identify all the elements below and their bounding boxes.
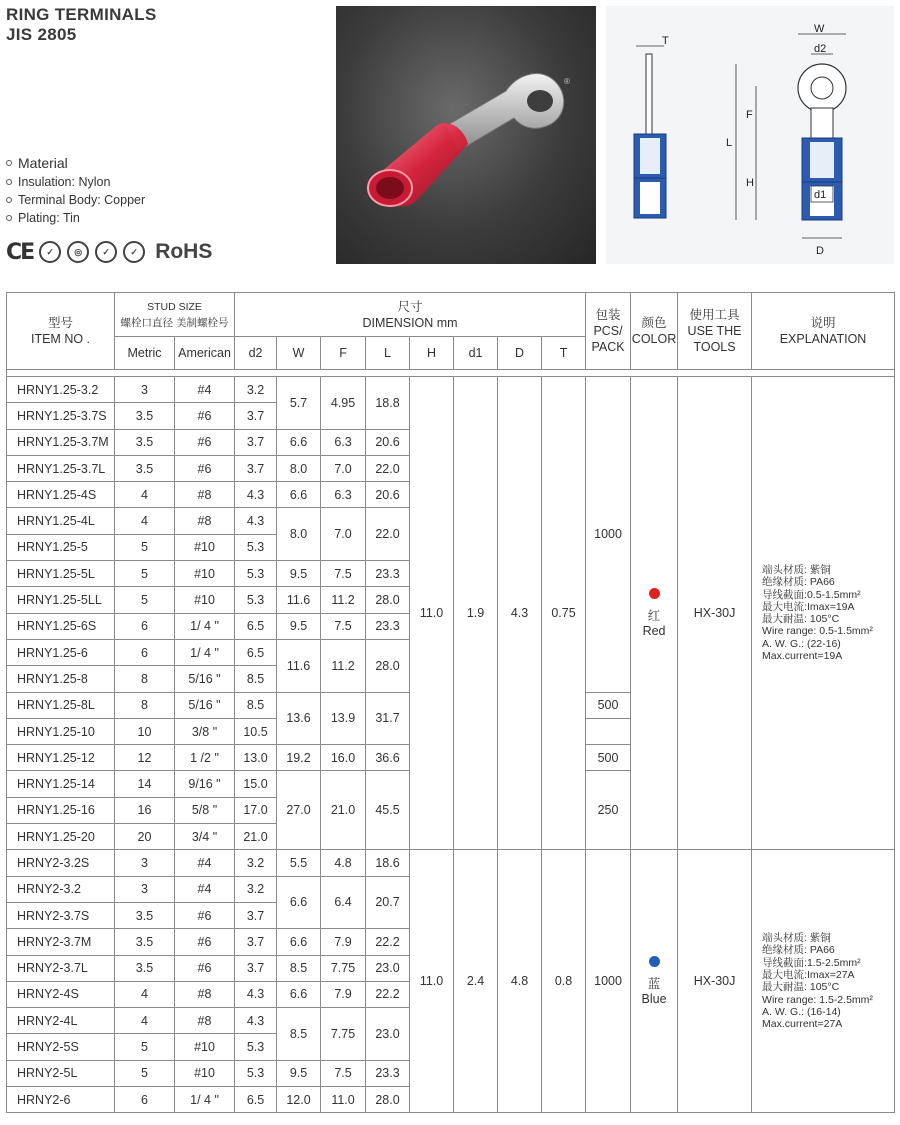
material-plating: Plating: Tin bbox=[18, 211, 80, 225]
table-cell: 5 bbox=[115, 1034, 175, 1060]
bullet-icon bbox=[6, 179, 12, 185]
table-cell: 21.0 bbox=[235, 824, 277, 850]
table-cell: #6 bbox=[175, 403, 235, 429]
g1-color: 红 Red bbox=[631, 377, 678, 850]
table-cell: 8 bbox=[115, 692, 175, 718]
table-cell: 7.75 bbox=[321, 1008, 366, 1061]
table-cell: 3 bbox=[115, 850, 175, 876]
table-cell: 3.2 bbox=[235, 377, 277, 403]
header-item: 型号 ITEM NO . bbox=[7, 293, 115, 370]
table-cell: 5 bbox=[115, 587, 175, 613]
header-d1: d1 bbox=[454, 337, 498, 370]
table-cell: 1/ 4 " bbox=[175, 639, 235, 665]
cqc-cert-icon: ◎ bbox=[67, 241, 89, 263]
table-cell: 1 /2 " bbox=[175, 745, 235, 771]
material-heading: Material bbox=[18, 155, 68, 171]
table-cell: 12 bbox=[115, 745, 175, 771]
header-tools: 使用工具 USE THE TOOLS bbox=[678, 293, 752, 370]
material-list bbox=[6, 154, 145, 227]
table-cell: 19.2 bbox=[277, 745, 321, 771]
table-cell: 1/ 4 " bbox=[175, 613, 235, 639]
table-cell: 8.5 bbox=[235, 666, 277, 692]
material-insulation: Insulation: Nylon bbox=[18, 175, 111, 189]
table-cell: 5 bbox=[115, 1060, 175, 1086]
table-cell: 15.0 bbox=[235, 771, 277, 797]
rohs-mark: RoHS bbox=[155, 240, 213, 263]
label-T: T bbox=[662, 35, 669, 47]
table-cell: 6.3 bbox=[321, 429, 366, 455]
table-cell: 7.5 bbox=[321, 613, 366, 639]
table-cell: #10 bbox=[175, 1034, 235, 1060]
table-cell: 45.5 bbox=[366, 771, 410, 850]
table-cell: 18.8 bbox=[366, 377, 410, 430]
table-cell: 3.2 bbox=[235, 876, 277, 902]
table-cell: 23.0 bbox=[366, 955, 410, 981]
title-line-1: RING TERMINALS bbox=[6, 5, 157, 24]
table-cell: 5.3 bbox=[235, 561, 277, 587]
table-cell: 6 bbox=[115, 1087, 175, 1113]
table-cell: HRNY1.25-14 bbox=[7, 771, 115, 797]
g1-pack-1: 500 bbox=[586, 692, 631, 718]
table-cell: #6 bbox=[175, 429, 235, 455]
g2-D: 4.8 bbox=[498, 850, 542, 1113]
table-cell: 6.5 bbox=[235, 1087, 277, 1113]
table-cell: HRNY1.25-8L bbox=[7, 692, 115, 718]
table-cell: 3.7 bbox=[235, 902, 277, 928]
table-cell: 9/16 " bbox=[175, 771, 235, 797]
table-cell: 5.3 bbox=[235, 587, 277, 613]
table-cell: HRNY1.25-6S bbox=[7, 613, 115, 639]
table-cell: 8.5 bbox=[235, 692, 277, 718]
table-cell: #8 bbox=[175, 1008, 235, 1034]
table-cell: 6.6 bbox=[277, 981, 321, 1007]
table-cell: HRNY1.25-3.2 bbox=[7, 377, 115, 403]
header-pack: 包装 PCS/ PACK bbox=[586, 293, 631, 370]
table-cell: 16.0 bbox=[321, 745, 366, 771]
header-H: H bbox=[410, 337, 454, 370]
bullet-icon bbox=[6, 160, 12, 166]
g2-T: 0.8 bbox=[542, 850, 586, 1113]
table-cell: 5.3 bbox=[235, 1060, 277, 1086]
certifications bbox=[6, 238, 212, 266]
table-cell bbox=[586, 718, 631, 744]
bullet-icon bbox=[6, 197, 12, 203]
header-color: 颜色 COLOR bbox=[631, 293, 678, 370]
table-cell: 6 bbox=[115, 613, 175, 639]
table-cell: 21.0 bbox=[321, 771, 366, 850]
table-cell: 11.2 bbox=[321, 639, 366, 692]
ce-mark-icon: CE bbox=[6, 239, 34, 265]
table-cell: 22.0 bbox=[366, 508, 410, 561]
table-cell: 10 bbox=[115, 718, 175, 744]
table-cell: 28.0 bbox=[366, 587, 410, 613]
table-cell: 5 bbox=[115, 561, 175, 587]
table-cell: HRNY2-4L bbox=[7, 1008, 115, 1034]
table-cell: 23.3 bbox=[366, 613, 410, 639]
header-metric: Metric bbox=[115, 337, 175, 370]
table-cell: 3.7 bbox=[235, 929, 277, 955]
g2-H: 11.0 bbox=[410, 850, 454, 1113]
header-L: L bbox=[366, 337, 410, 370]
table-cell: 6.6 bbox=[277, 929, 321, 955]
table-cell: 10.5 bbox=[235, 718, 277, 744]
table-cell: 5.7 bbox=[277, 377, 321, 430]
table-cell: 6.3 bbox=[321, 482, 366, 508]
table-cell: HRNY2-3.2 bbox=[7, 876, 115, 902]
table-cell: 7.75 bbox=[321, 955, 366, 981]
header-dimension: 尺寸 DIMENSION mm bbox=[235, 293, 586, 337]
table-cell: 5/16 " bbox=[175, 692, 235, 718]
table-cell: 12.0 bbox=[277, 1087, 321, 1113]
table-cell: HRNY2-5L bbox=[7, 1060, 115, 1086]
table-cell: 3.7 bbox=[235, 403, 277, 429]
table-cell: 23.3 bbox=[366, 1060, 410, 1086]
g1-pack-0: 1000 bbox=[586, 377, 631, 693]
table-cell: 9.5 bbox=[277, 1060, 321, 1086]
table-cell: #4 bbox=[175, 377, 235, 403]
ring-terminal-photo bbox=[336, 6, 596, 264]
front-view bbox=[726, 23, 846, 257]
table-cell: 8.5 bbox=[277, 955, 321, 981]
header-explanation: 说明 EXPLANATION bbox=[752, 293, 895, 370]
label-H: H bbox=[746, 177, 754, 189]
table-cell: HRNY2-4S bbox=[7, 981, 115, 1007]
table-cell: 11.2 bbox=[321, 587, 366, 613]
table-cell: 31.7 bbox=[366, 692, 410, 745]
table-cell: 11.0 bbox=[321, 1087, 366, 1113]
label-W: W bbox=[814, 23, 825, 35]
table-cell: 36.6 bbox=[366, 745, 410, 771]
table-cell: 20.6 bbox=[366, 482, 410, 508]
table-cell: 4 bbox=[115, 981, 175, 1007]
table-cell: 6.6 bbox=[277, 876, 321, 929]
table-cell: HRNY1.25-12 bbox=[7, 745, 115, 771]
table-cell: HRNY2-3.7L bbox=[7, 955, 115, 981]
header-T: T bbox=[542, 337, 586, 370]
header-d2: d2 bbox=[235, 337, 277, 370]
header-D: D bbox=[498, 337, 542, 370]
table-cell: 4.3 bbox=[235, 508, 277, 534]
table-cell: 4 bbox=[115, 482, 175, 508]
table-cell: #8 bbox=[175, 981, 235, 1007]
table-cell: 3.5 bbox=[115, 403, 175, 429]
label-F: F bbox=[746, 109, 753, 121]
table-row bbox=[7, 850, 895, 876]
table-cell: 4.95 bbox=[321, 377, 366, 430]
table-cell: #10 bbox=[175, 561, 235, 587]
table-cell: 8 bbox=[115, 666, 175, 692]
table-cell: 23.3 bbox=[366, 561, 410, 587]
table-cell: HRNY1.25-10 bbox=[7, 718, 115, 744]
table-cell: 28.0 bbox=[366, 1087, 410, 1113]
product-photo bbox=[336, 6, 596, 264]
table-cell: 7.9 bbox=[321, 929, 366, 955]
table-cell: 20.7 bbox=[366, 876, 410, 929]
table-cell: 3.5 bbox=[115, 429, 175, 455]
table-cell: 3.5 bbox=[115, 955, 175, 981]
table-cell: 3.5 bbox=[115, 902, 175, 928]
table-cell: #6 bbox=[175, 929, 235, 955]
table-cell: 23.0 bbox=[366, 1008, 410, 1061]
title-line-2: JIS 2805 bbox=[6, 25, 77, 44]
table-cell: 3 bbox=[115, 377, 175, 403]
svg-text:®: ® bbox=[564, 77, 570, 86]
table-cell: 4 bbox=[115, 508, 175, 534]
table-cell: #8 bbox=[175, 482, 235, 508]
table-cell: 14 bbox=[115, 771, 175, 797]
table-cell: #4 bbox=[175, 850, 235, 876]
table-cell: 5/8 " bbox=[175, 797, 235, 823]
table-cell: #10 bbox=[175, 1060, 235, 1086]
table-cell: 3/4 " bbox=[175, 824, 235, 850]
table-cell: 7.0 bbox=[321, 508, 366, 561]
table-cell: 18.6 bbox=[366, 850, 410, 876]
g2-pack: 1000 bbox=[586, 850, 631, 1113]
g2-d1: 2.4 bbox=[454, 850, 498, 1113]
g1-T: 0.75 bbox=[542, 377, 586, 850]
header-W: W bbox=[277, 337, 321, 370]
table-cell: HRNY1.25-20 bbox=[7, 824, 115, 850]
table-cell: 5.3 bbox=[235, 534, 277, 560]
table-cell: 6.5 bbox=[235, 613, 277, 639]
table-cell: 22.2 bbox=[366, 981, 410, 1007]
table-cell: HRNY2-3.7M bbox=[7, 929, 115, 955]
table-cell: 27.0 bbox=[277, 771, 321, 850]
table-cell: #6 bbox=[175, 902, 235, 928]
material-body: Terminal Body: Copper bbox=[18, 193, 146, 207]
table-cell: 4.8 bbox=[321, 850, 366, 876]
table-cell: HRNY1.25-4L bbox=[7, 508, 115, 534]
table-cell: 3.7 bbox=[235, 455, 277, 481]
red-dot-icon bbox=[649, 588, 660, 599]
table-cell: 4.3 bbox=[235, 981, 277, 1007]
table-cell: 20.6 bbox=[366, 429, 410, 455]
bullet-icon bbox=[6, 215, 12, 221]
table-cell: #10 bbox=[175, 587, 235, 613]
table-cell: 5/16 " bbox=[175, 666, 235, 692]
table-cell: 28.0 bbox=[366, 639, 410, 692]
table-cell: 4 bbox=[115, 1008, 175, 1034]
table-cell: 6 bbox=[115, 639, 175, 665]
g2-explanation: 端头材质: 紫铜 绝缘材质: PA66 导线截面:1.5-2.5mm² 最大电流:Imax=27A 最大耐温: 105°C Wire range: 1.5-2.5mm² A. W. G.: (16-14) Max.current=27A bbox=[752, 850, 895, 1113]
table-cell: 22.0 bbox=[366, 455, 410, 481]
table-cell: HRNY1.25-16 bbox=[7, 797, 115, 823]
table-cell: 4.3 bbox=[235, 1008, 277, 1034]
table-cell bbox=[7, 370, 895, 377]
table-cell: 17.0 bbox=[235, 797, 277, 823]
table-cell: 5.5 bbox=[277, 850, 321, 876]
table-cell: HRNY1.25-5LL bbox=[7, 587, 115, 613]
g1-pack-3: 250 bbox=[586, 771, 631, 850]
label-d1: d1 bbox=[814, 189, 827, 201]
table-cell: HRNY1.25-5 bbox=[7, 534, 115, 560]
table-cell: 6.6 bbox=[277, 482, 321, 508]
ccc-cert-icon: ✓ bbox=[39, 241, 61, 263]
table-cell: 5 bbox=[115, 534, 175, 560]
header-F: F bbox=[321, 337, 366, 370]
table-cell: HRNY2-3.7S bbox=[7, 902, 115, 928]
table-cell: 6.5 bbox=[235, 639, 277, 665]
g1-tool: HX-30J bbox=[678, 377, 752, 850]
header-stud-size: STUD SIZE 螺栓口直径 美制螺栓号 bbox=[115, 293, 235, 337]
table-cell: 7.9 bbox=[321, 981, 366, 1007]
g1-H: 11.0 bbox=[410, 377, 454, 850]
table-cell: 1/ 4 " bbox=[175, 1087, 235, 1113]
dimension-drawing bbox=[606, 6, 894, 264]
table-cell: #10 bbox=[175, 534, 235, 560]
header-american: American bbox=[175, 337, 235, 370]
label-d2: d2 bbox=[814, 43, 827, 55]
table-cell: 16 bbox=[115, 797, 175, 823]
table-cell: 3.5 bbox=[115, 929, 175, 955]
table-cell: 8.5 bbox=[277, 1008, 321, 1061]
table-cell: 3.2 bbox=[235, 850, 277, 876]
table-cell: HRNY1.25-3.7M bbox=[7, 429, 115, 455]
table-cell: 22.2 bbox=[366, 929, 410, 955]
table-cell: HRNY1.25-3.7L bbox=[7, 455, 115, 481]
table-cell: 13.6 bbox=[277, 692, 321, 745]
table-cell: #8 bbox=[175, 508, 235, 534]
table-cell: 5.3 bbox=[235, 1034, 277, 1060]
g1-explanation: 端头材质: 紫铜 绝缘材质: PA66 导线截面:0.5-1.5mm² 最大电流:Imax=19A 最大耐温: 105°C Wire range: 0.5-1.5mm² A. W. G.: (22-16) Max.current=19A bbox=[752, 377, 895, 850]
table-cell: 8.0 bbox=[277, 508, 321, 561]
table-cell: 3.7 bbox=[235, 429, 277, 455]
table-cell: 13.0 bbox=[235, 745, 277, 771]
iso-cert-icon: ✓ bbox=[95, 241, 117, 263]
table-cell: HRNY1.25-3.7S bbox=[7, 403, 115, 429]
table-cell: 9.5 bbox=[277, 613, 321, 639]
table-cell: HRNY1.25-4S bbox=[7, 482, 115, 508]
side-view bbox=[634, 35, 669, 218]
table-cell: HRNY1.25-6 bbox=[7, 639, 115, 665]
table-cell: 6.4 bbox=[321, 876, 366, 929]
g2-tool: HX-30J bbox=[678, 850, 752, 1113]
table-cell: #4 bbox=[175, 876, 235, 902]
table-cell: #6 bbox=[175, 455, 235, 481]
spec-table bbox=[6, 292, 895, 1113]
table-row bbox=[7, 377, 895, 403]
g2-color: 蓝 Blue bbox=[631, 850, 678, 1113]
table-cell: 8.0 bbox=[277, 455, 321, 481]
table-cell: 4.3 bbox=[235, 482, 277, 508]
g1-pack-2: 500 bbox=[586, 745, 631, 771]
table-cell: 7.5 bbox=[321, 561, 366, 587]
table-cell: 3.5 bbox=[115, 455, 175, 481]
table-cell: 7.0 bbox=[321, 455, 366, 481]
table-cell: 3.7 bbox=[235, 955, 277, 981]
table-cell: 11.6 bbox=[277, 639, 321, 692]
table-cell: 3 bbox=[115, 876, 175, 902]
label-D: D bbox=[816, 245, 824, 257]
table-cell: HRNY2-6 bbox=[7, 1087, 115, 1113]
sgs-cert-icon: ✓ bbox=[123, 241, 145, 263]
table-cell: HRNY2-3.2S bbox=[7, 850, 115, 876]
table-cell: 7.5 bbox=[321, 1060, 366, 1086]
table-cell: 9.5 bbox=[277, 561, 321, 587]
table-cell: 11.6 bbox=[277, 587, 321, 613]
table-cell: 20 bbox=[115, 824, 175, 850]
table-cell: 3/8 " bbox=[175, 718, 235, 744]
table-cell: 6.6 bbox=[277, 429, 321, 455]
table-cell: #6 bbox=[175, 955, 235, 981]
g1-d1: 1.9 bbox=[454, 377, 498, 850]
table-cell: HRNY1.25-8 bbox=[7, 666, 115, 692]
table-cell: HRNY2-5S bbox=[7, 1034, 115, 1060]
g1-D: 4.3 bbox=[498, 377, 542, 850]
page-title bbox=[6, 5, 157, 45]
table-cell: 13.9 bbox=[321, 692, 366, 745]
label-L: L bbox=[726, 137, 733, 149]
blue-dot-icon bbox=[649, 956, 660, 967]
table-cell: HRNY1.25-5L bbox=[7, 561, 115, 587]
